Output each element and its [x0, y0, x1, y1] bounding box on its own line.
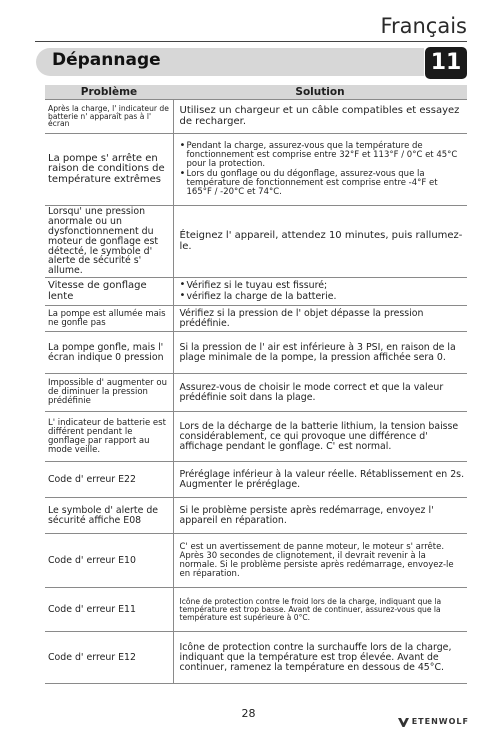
column-header-solution: Solution: [173, 85, 467, 100]
problem-cell: La pompe est allumée mais ne gonfle pas: [45, 306, 173, 332]
solution-cell: Si la pression de l' air est inférieure à 3 PSI, en raison de la plage minimale de la pompe, la pression affichée sera 0.: [173, 332, 467, 374]
table-row: [45, 462, 467, 498]
table-row: [45, 588, 467, 632]
problem-cell: Code d' erreur E11: [45, 588, 173, 632]
solution-cell: Icône de protection contre la surchauffe lors de la charge, indiquant que la température est trop élevée. Avant de continuer, ramenez la température en dessous de 45°C.: [173, 632, 467, 684]
header-rule: [35, 41, 467, 42]
solution-cell: C' est un avertissement de panne moteur, le moteur s' arrête. Après 30 secondes de clignotement, il devrait revenir à la normale. Si le problème persiste après redémarrage, envoyez-le en réparation.: [173, 534, 467, 588]
problem-cell: Impossible d' augmenter ou de diminuer la pression prédéfinie: [45, 374, 173, 412]
problem-cell: Après la charge, l' indicateur de batterie n' apparaît pas à l' écran: [45, 100, 173, 134]
problem-cell: Vitesse de gonflage lente: [45, 278, 173, 306]
solution-bullet: • Pendant la charge, assurez-vous que la température de fonctionnement est comprise entre 32°F et 113°F / 0°C et 45°C pour la protection.: [180, 142, 466, 169]
solution-cell: Lors de la décharge de la batterie lithium, la tension baisse considérablement, ce qui provoque une différence d' affichage pendant le gonflage. C' est normal.: [173, 412, 467, 462]
solution-bullet: • Vérifiez si le tuyau est fissuré;: [180, 281, 466, 291]
problem-cell: L' indicateur de batterie est différent pendant le gonflage par rapport au mode veille.: [45, 412, 173, 462]
table-row: [45, 534, 467, 588]
page-number: 28: [241, 707, 256, 720]
problem-cell: Code d' erreur E12: [45, 632, 173, 684]
problem-cell: La pompe s' arrête en raison de conditions de température extrêmes: [45, 134, 173, 206]
table-row: [45, 374, 467, 412]
troubleshooting-table: [45, 85, 467, 684]
table-row: [45, 498, 467, 534]
section-title: Dépannage: [52, 50, 161, 70]
table-row: [45, 134, 467, 206]
brand-name: ETENWOLF: [411, 717, 469, 726]
solution-cell: [173, 278, 467, 306]
solution-cell: Éteignez l' appareil, attendez 10 minutes, puis rallumez-le.: [173, 206, 467, 278]
table-header-row: [45, 85, 467, 100]
table-row: [45, 206, 467, 278]
table-row: [45, 332, 467, 374]
problem-cell: Code d' erreur E10: [45, 534, 173, 588]
problem-cell: Code d' erreur E22: [45, 462, 173, 498]
table-row: [45, 100, 467, 134]
table-row: [45, 278, 467, 306]
solution-cell: Si le problème persiste après redémarrage, envoyez l' appareil en réparation.: [173, 498, 467, 534]
solution-bullet: • Lors du gonflage ou du dégonflage, assurez-vous que la température de fonctionnement est comprise entre -4°F et 165°F / -20°C et 74°C.: [180, 170, 466, 197]
solution-cell: Préréglage inférieur à la valeur réelle. Rétablissement en 2s. Augmenter le préréglage.: [173, 462, 467, 498]
chapter-number: 11: [425, 47, 467, 79]
language-label: Français: [380, 14, 467, 38]
solution-cell: Vérifiez si la pression de l' objet dépasse la pression prédéfinie.: [173, 306, 467, 332]
table-row: [45, 306, 467, 332]
solution-bullet: • vérifiez la charge de la batterie.: [180, 292, 466, 302]
solution-cell: Assurez-vous de choisir le mode correct et que la valeur prédéfinie soit dans la plage.: [173, 374, 467, 412]
table-row: [45, 412, 467, 462]
brand-logo: [398, 712, 469, 731]
column-header-problem: Problème: [45, 85, 173, 100]
problem-cell: La pompe gonfle, mais l' écran indique 0 pression: [45, 332, 173, 374]
wolf-logo-icon: [398, 712, 409, 731]
solution-cell: [173, 134, 467, 206]
problem-cell: Lorsqu' une pression anormale ou un dysfonctionnement du moteur de gonflage est détecté, le symbole d' alerte de sécurité s' allume.: [45, 206, 173, 278]
solution-cell: Utilisez un chargeur et un câble compatibles et essayez de recharger.: [173, 100, 467, 134]
problem-cell: Le symbole d' alerte de sécurité affiche E08: [45, 498, 173, 534]
solution-cell: Icône de protection contre le froid lors de la charge, indiquant que la température est trop basse. Avant de continuer, assurez-vous que la température est supérieure à 0°C.: [173, 588, 467, 632]
table-row: [45, 632, 467, 684]
